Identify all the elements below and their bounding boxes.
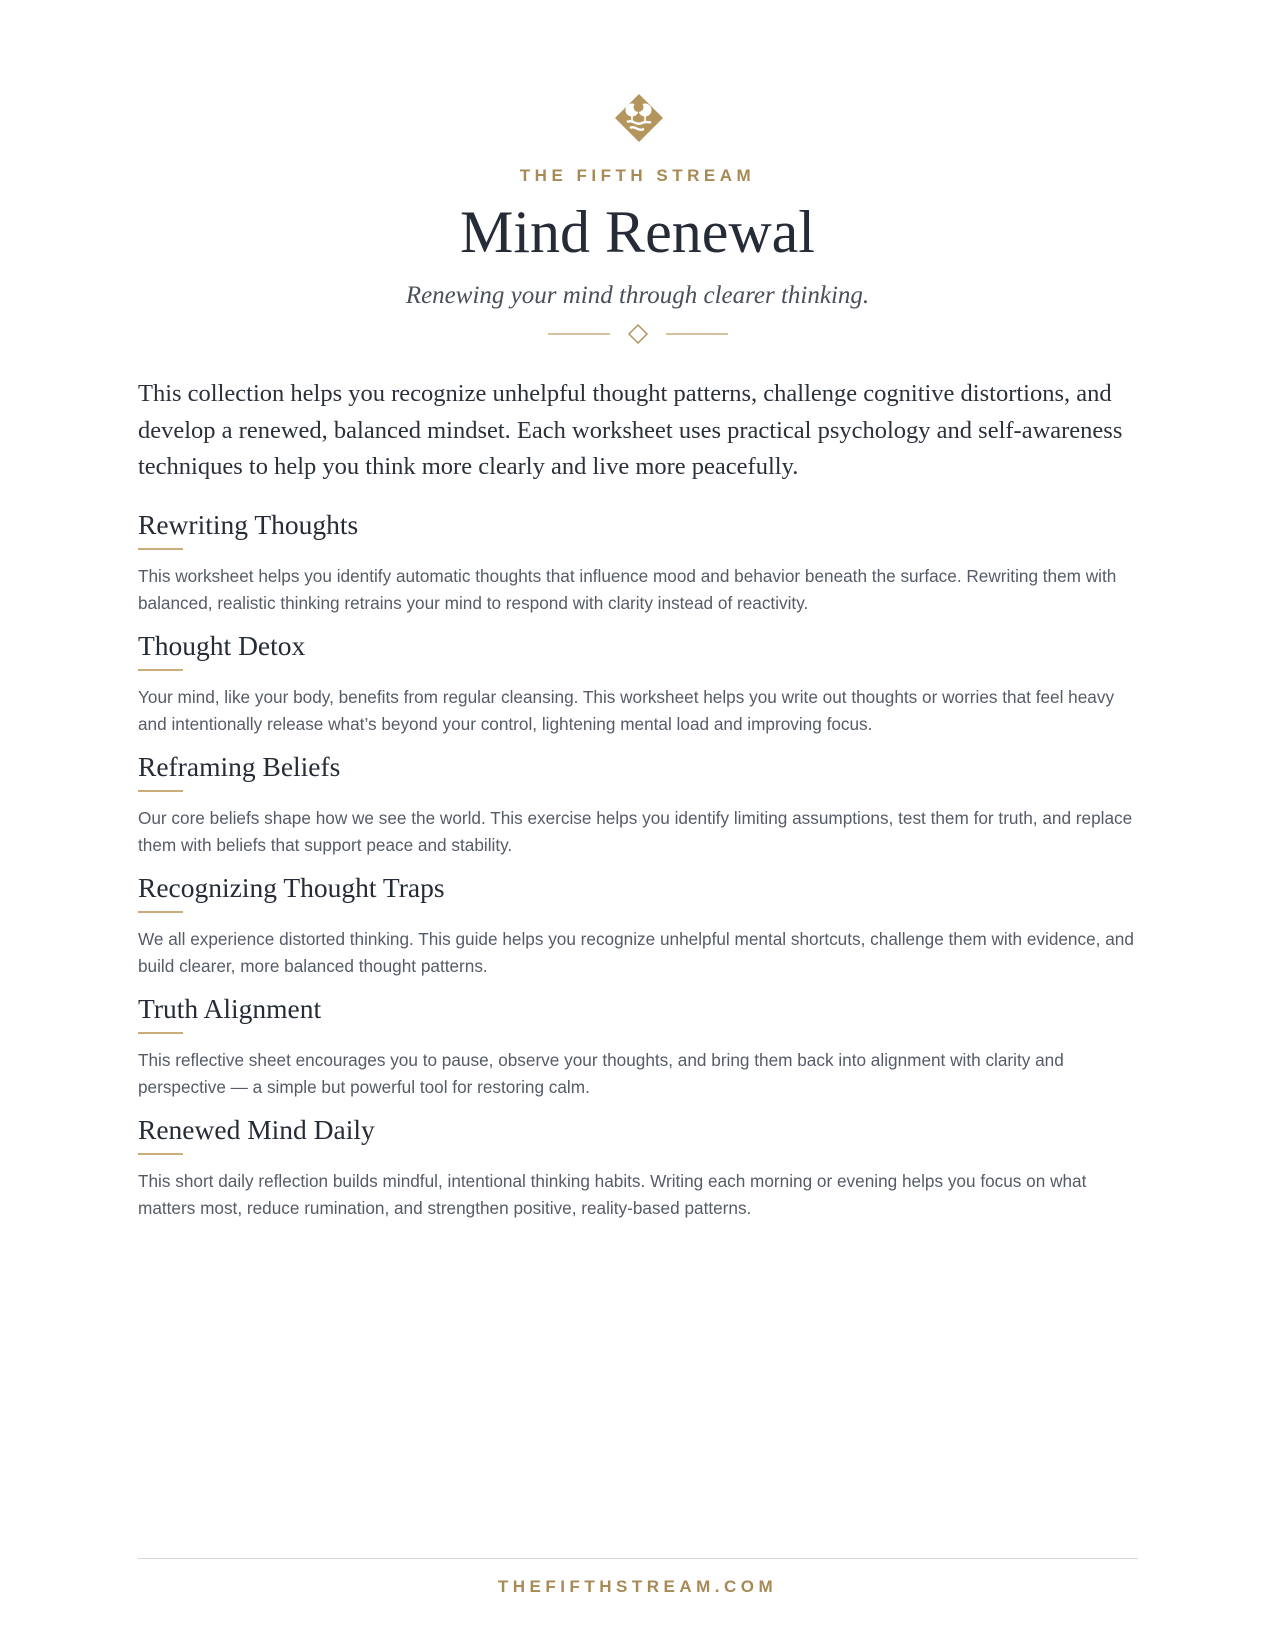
- section-body: This worksheet helps you identify automatic thoughts that influence mood and behavior beneath the surface. Rewriting them with balanced, realistic thinking retrains your mind to respond with clarity instead of reactivity.: [138, 566, 1117, 613]
- section-rule: [138, 1032, 183, 1034]
- section-body: Our core beliefs shape how we see the world. This exercise helps you identify limiting assumptions, test them for truth, and replace them with beliefs that support peace and stability.: [138, 808, 1133, 855]
- section-body: We all experience distorted thinking. This guide helps you recognize unhelpful mental shortcuts, challenge them with evidence, and build clearer, more balanced thought patterns.: [138, 929, 1134, 976]
- section-heading: Reframing Beliefs: [138, 751, 341, 782]
- section-recognizing-thought-traps: [138, 871, 1138, 979]
- section-body: Your mind, like your body, benefits from regular cleansing. This worksheet helps you write out thoughts or worries that feel heavy and intentionally release what’s beyond your control, lightening mental load and improving focus.: [138, 687, 1115, 734]
- section-rule: [138, 790, 183, 792]
- section-body: This reflective sheet encourages you to pause, observe your thoughts, and bring them back into alignment with clarity and perspective — a simple but powerful tool for restoring calm.: [138, 1050, 1064, 1097]
- footer-divider: [138, 1558, 1138, 1559]
- section-truth-alignment: [138, 992, 1138, 1100]
- section-rule: [138, 1153, 183, 1155]
- section-rule: [138, 548, 183, 550]
- section-heading: Renewed Mind Daily: [138, 1114, 375, 1145]
- section-thought-detox: [138, 629, 1138, 737]
- page-subtitle: Renewing your mind through clearer thinking.: [405, 282, 870, 309]
- section-heading: Recognizing Thought Traps: [138, 872, 445, 903]
- section-rewriting-thoughts: [138, 508, 1138, 616]
- section-heading: Rewriting Thoughts: [138, 509, 359, 540]
- tree-diamond-logo-icon: [614, 93, 664, 143]
- page-title: Mind Renewal: [460, 199, 815, 265]
- section-rule: [138, 911, 183, 913]
- footer-website: THEFIFTHSTREAM.COM: [497, 1577, 778, 1596]
- section-reframing-beliefs: [138, 750, 1138, 858]
- intro-paragraph: This collection helps you recognize unhelpful thought patterns, challenge cognitive distortions, and develop a renewed, balanced mindset. Each worksheet uses practical psychology and self-awareness techniques to help you think more clearly and live more peacefully.: [138, 380, 1123, 480]
- section-renewed-mind-daily: [138, 1113, 1138, 1221]
- section-body: This short daily reflection builds mindful, intentional thinking habits. Writing each morning or evening helps you focus on what matters most, reduce rumination, and strengthen positive, reality-based patterns.: [138, 1171, 1087, 1218]
- section-heading: Thought Detox: [138, 630, 306, 661]
- section-heading: Truth Alignment: [138, 993, 322, 1024]
- brand-name: THE FIFTH STREAM: [519, 166, 756, 185]
- section-rule: [138, 669, 183, 671]
- ornamental-divider: [548, 322, 728, 346]
